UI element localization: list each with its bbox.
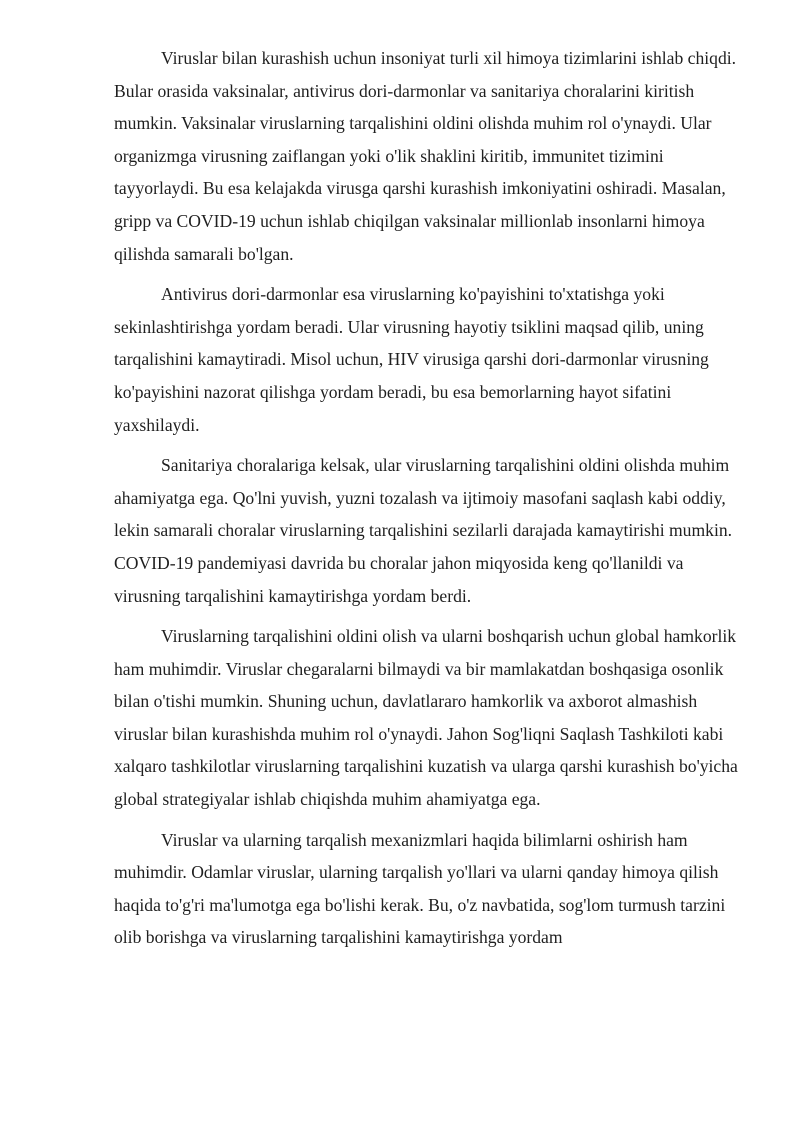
paragraph-vaccines: Viruslar bilan kurashish uchun insoniyat turli xil himoya tizimlarini ishlab chiqdi. Bular orasida vaksinalar, antivirus dori-darmonlar va sanitariya choralarini kiritish mumkin. Vaksinalar viruslarning tarqalishini oldini olishda muhim rol o'ynaydi. Ular organizmga virusning zaiflangan yoki o'lik shaklini kiritib, immunitet tizimini tayyorlaydi. Bu esa kelajakda virusga qarshi kurashish imkoniyatini oshiradi. Masalan, gripp va COVID-19 uchun ishlab chiqilgan vaksinalar millionlab insonlarni himoya qilishda samarali bo'lgan. — [114, 48, 737, 264]
paragraph-sanitation: Sanitariya choralariga kelsak, ular viruslarning tarqalishini oldini olishda muhim ahamiyatga ega. Qo'lni yuvish, yuzni tozalash va ijtimoiy masofani saqlash kabi oddiy, lekin samarali choralar viruslarning tarqalishini sezilarli darajada kamaytirishi mumkin. COVID-19 pandemiyasi davrida bu choralar jahon miqyosida keng qo'llanildi va virusning tarqalishini kamaytirishga yordam berdi. — [114, 455, 733, 606]
paragraph-antivirals: Antivirus dori-darmonlar esa viruslarning ko'payishini to'xtatishga yoki sekinlashtirishga yordam beradi. Ular virusning hayotiy tsiklini maqsad qilib, uning tarqalishini kamaytiradi. Misol uchun, HIV virusiga qarshi dori-darmonlar virusning ko'payishini nazorat qilishga yordam beradi, bu esa bemorlarning hayot sifatini yaxshilaydi. — [114, 284, 709, 435]
paragraph-awareness: Viruslar va ularning tarqalish mexanizmlari haqida bilimlarni oshirish ham muhimdir. Odamlar viruslar, ularning tarqalish yo'llari va ularni qanday himoya qilish haqida to'g'ri ma'lumotga ega bo'lishi kerak. Bu, o'z navbatida, sog'lom turmush tarzini olib borishga va viruslarning tarqalishini kamaytirishga yordam — [114, 829, 726, 948]
paragraph-global-cooperation: Viruslarning tarqalishini oldini olish va ularni boshqarish uchun global hamkorlik ham muhimdir. Viruslar chegaralarni bilmaydi va bir mamlakatdan boshqasiga osonlik bilan o'tishi mumkin. Shuning uchun, davlatlararo hamkorlik va axborot almashish viruslar bilan kurashishda muhim rol o'ynaydi. Jahon Sog'liqni Saqlash Tashkiloti kabi xalqaro tashkilotlar viruslarning tarqalishini kuzatish va ularga qarshi kurashish bo'yicha global strategiyalar ishlab chiqishda muhim ahamiyatga ega. — [114, 626, 738, 810]
